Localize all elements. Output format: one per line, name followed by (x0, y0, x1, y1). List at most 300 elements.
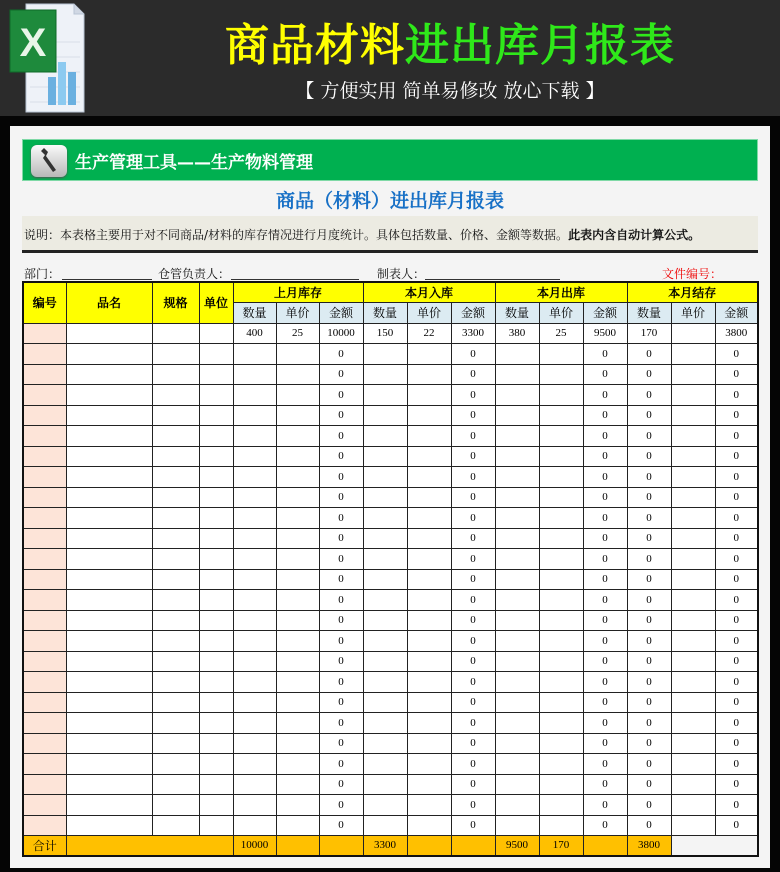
table-cell[interactable] (407, 733, 451, 754)
table-cell[interactable]: 0 (319, 569, 363, 590)
table-cell[interactable] (152, 733, 199, 754)
table-cell[interactable] (363, 385, 407, 406)
table-cell[interactable]: 0 (319, 774, 363, 795)
table-cell[interactable]: 0 (715, 467, 758, 488)
table-cell[interactable]: 0 (451, 795, 495, 816)
table-cell[interactable] (363, 754, 407, 775)
table-cell[interactable] (233, 549, 276, 570)
table-cell[interactable]: 0 (627, 364, 671, 385)
table-cell[interactable] (199, 528, 233, 549)
table-cell[interactable] (495, 590, 539, 611)
table-cell[interactable] (276, 405, 319, 426)
table-cell[interactable]: 0 (451, 405, 495, 426)
table-cell[interactable] (23, 713, 66, 734)
table-cell[interactable]: 0 (583, 426, 627, 447)
table-cell[interactable]: 0 (715, 426, 758, 447)
table-cell[interactable] (407, 631, 451, 652)
table-cell[interactable] (407, 344, 451, 365)
table-cell[interactable] (276, 795, 319, 816)
table-cell[interactable] (363, 631, 407, 652)
table-cell[interactable] (152, 692, 199, 713)
table-cell[interactable]: 0 (583, 692, 627, 713)
table-cell[interactable]: 0 (319, 631, 363, 652)
table-cell[interactable]: 9500 (583, 323, 627, 344)
table-cell[interactable]: 0 (627, 385, 671, 406)
table-cell[interactable]: 0 (451, 754, 495, 775)
table-cell[interactable]: 0 (319, 815, 363, 836)
table-cell[interactable] (539, 713, 583, 734)
table-cell[interactable]: 0 (319, 672, 363, 693)
table-cell[interactable] (23, 528, 66, 549)
table-cell[interactable] (276, 487, 319, 508)
table-cell[interactable] (23, 733, 66, 754)
table-cell[interactable] (671, 610, 715, 631)
table-cell[interactable] (23, 631, 66, 652)
table-cell[interactable] (233, 672, 276, 693)
table-cell[interactable]: 0 (451, 426, 495, 447)
table-cell[interactable] (495, 692, 539, 713)
table-cell[interactable] (671, 631, 715, 652)
table-cell[interactable] (199, 508, 233, 529)
table-cell[interactable]: 0 (627, 549, 671, 570)
table-cell[interactable] (199, 426, 233, 447)
table-cell[interactable] (407, 815, 451, 836)
table-cell[interactable]: 0 (451, 590, 495, 611)
table-cell[interactable]: 0 (715, 446, 758, 467)
table-cell[interactable]: 0 (715, 795, 758, 816)
table-cell[interactable] (276, 774, 319, 795)
table-cell[interactable]: 0 (715, 508, 758, 529)
table-cell[interactable] (276, 569, 319, 590)
table-cell[interactable] (539, 590, 583, 611)
table-cell[interactable]: 0 (627, 487, 671, 508)
table-cell[interactable] (671, 774, 715, 795)
table-cell[interactable]: 0 (583, 364, 627, 385)
table-cell[interactable] (363, 713, 407, 734)
table-cell[interactable] (66, 364, 152, 385)
table-cell[interactable] (276, 549, 319, 570)
table-cell[interactable] (407, 692, 451, 713)
table-cell[interactable]: 0 (319, 508, 363, 529)
table-cell[interactable] (407, 528, 451, 549)
table-cell[interactable] (23, 426, 66, 447)
keeper-field[interactable] (231, 279, 359, 280)
table-cell[interactable]: 0 (715, 344, 758, 365)
table-cell[interactable] (495, 508, 539, 529)
table-cell[interactable] (199, 774, 233, 795)
table-cell[interactable] (407, 672, 451, 693)
table-cell[interactable] (495, 631, 539, 652)
table-cell[interactable] (363, 405, 407, 426)
table-cell[interactable]: 0 (627, 754, 671, 775)
table-cell[interactable] (671, 487, 715, 508)
table-cell[interactable] (199, 631, 233, 652)
table-cell[interactable] (66, 385, 152, 406)
table-cell[interactable] (671, 344, 715, 365)
table-cell[interactable]: 0 (715, 590, 758, 611)
table-cell[interactable]: 0 (583, 446, 627, 467)
table-cell[interactable] (363, 508, 407, 529)
table-cell[interactable] (66, 323, 152, 344)
table-cell[interactable] (276, 651, 319, 672)
table-cell[interactable]: 0 (451, 692, 495, 713)
table-cell[interactable]: 0 (715, 754, 758, 775)
table-cell[interactable] (407, 364, 451, 385)
table-cell[interactable]: 0 (715, 405, 758, 426)
table-cell[interactable]: 0 (627, 467, 671, 488)
table-cell[interactable] (363, 467, 407, 488)
table-cell[interactable] (671, 467, 715, 488)
table-cell[interactable] (539, 405, 583, 426)
table-cell[interactable]: 0 (451, 487, 495, 508)
table-cell[interactable] (539, 774, 583, 795)
table-cell[interactable] (66, 549, 152, 570)
table-cell[interactable]: 0 (583, 754, 627, 775)
table-cell[interactable] (671, 692, 715, 713)
table-cell[interactable] (276, 344, 319, 365)
table-cell[interactable] (233, 364, 276, 385)
table-cell[interactable]: 0 (715, 610, 758, 631)
table-cell[interactable] (363, 610, 407, 631)
table-cell[interactable]: 0 (627, 733, 671, 754)
table-cell[interactable]: 0 (319, 590, 363, 611)
table-cell[interactable] (23, 364, 66, 385)
table-cell[interactable] (23, 672, 66, 693)
table-cell[interactable] (539, 549, 583, 570)
table-cell[interactable] (671, 713, 715, 734)
table-cell[interactable] (495, 610, 539, 631)
table-cell[interactable] (199, 549, 233, 570)
table-cell[interactable] (363, 815, 407, 836)
table-cell[interactable] (407, 590, 451, 611)
table-cell[interactable]: 0 (627, 713, 671, 734)
table-cell[interactable] (152, 323, 199, 344)
table-cell[interactable] (152, 672, 199, 693)
table-cell[interactable] (233, 508, 276, 529)
table-cell[interactable] (233, 487, 276, 508)
table-cell[interactable] (233, 569, 276, 590)
table-cell[interactable] (152, 508, 199, 529)
table-cell[interactable] (233, 610, 276, 631)
table-cell[interactable] (23, 754, 66, 775)
table-cell[interactable] (66, 631, 152, 652)
table-cell[interactable]: 0 (715, 815, 758, 836)
table-cell[interactable] (199, 590, 233, 611)
table-cell[interactable]: 0 (319, 692, 363, 713)
table-cell[interactable]: 0 (583, 795, 627, 816)
table-cell[interactable] (23, 344, 66, 365)
table-cell[interactable] (66, 446, 152, 467)
table-cell[interactable] (199, 815, 233, 836)
table-cell[interactable] (407, 713, 451, 734)
table-cell[interactable] (539, 487, 583, 508)
table-cell[interactable] (495, 426, 539, 447)
table-cell[interactable]: 0 (583, 733, 627, 754)
table-cell[interactable] (66, 733, 152, 754)
table-cell[interactable] (66, 528, 152, 549)
table-cell[interactable] (23, 487, 66, 508)
table-cell[interactable]: 0 (583, 385, 627, 406)
table-cell[interactable] (152, 610, 199, 631)
table-cell[interactable] (199, 713, 233, 734)
table-cell[interactable] (66, 426, 152, 447)
table-cell[interactable] (671, 569, 715, 590)
table-cell[interactable]: 0 (715, 549, 758, 570)
table-cell[interactable]: 0 (451, 569, 495, 590)
table-cell[interactable] (495, 815, 539, 836)
table-cell[interactable] (152, 774, 199, 795)
table-cell[interactable]: 0 (715, 385, 758, 406)
table-cell[interactable]: 0 (627, 672, 671, 693)
table-cell[interactable]: 0 (583, 344, 627, 365)
table-cell[interactable] (152, 528, 199, 549)
table-cell[interactable] (407, 610, 451, 631)
table-cell[interactable] (23, 508, 66, 529)
table-cell[interactable]: 0 (319, 487, 363, 508)
table-cell[interactable] (495, 528, 539, 549)
table-cell[interactable] (152, 549, 199, 570)
table-cell[interactable] (363, 364, 407, 385)
table-cell[interactable] (276, 610, 319, 631)
table-cell[interactable] (152, 713, 199, 734)
table-cell[interactable]: 0 (627, 774, 671, 795)
table-cell[interactable] (23, 815, 66, 836)
table-cell[interactable] (23, 569, 66, 590)
table-cell[interactable]: 0 (451, 446, 495, 467)
table-cell[interactable]: 0 (627, 610, 671, 631)
table-cell[interactable] (276, 815, 319, 836)
table-cell[interactable] (671, 815, 715, 836)
table-cell[interactable]: 0 (583, 815, 627, 836)
table-cell[interactable] (276, 385, 319, 406)
table-cell[interactable]: 0 (319, 754, 363, 775)
table-cell[interactable]: 0 (451, 508, 495, 529)
table-cell[interactable]: 0 (627, 692, 671, 713)
table-cell[interactable] (539, 528, 583, 549)
table-cell[interactable] (671, 795, 715, 816)
table-cell[interactable] (407, 508, 451, 529)
table-cell[interactable] (539, 508, 583, 529)
table-cell[interactable]: 0 (715, 569, 758, 590)
table-cell[interactable]: 0 (715, 733, 758, 754)
table-cell[interactable]: 0 (715, 713, 758, 734)
table-cell[interactable] (539, 467, 583, 488)
table-cell[interactable] (495, 795, 539, 816)
table-cell[interactable] (152, 364, 199, 385)
table-cell[interactable] (23, 774, 66, 795)
table-cell[interactable] (276, 733, 319, 754)
table-cell[interactable]: 0 (583, 590, 627, 611)
table-cell[interactable] (66, 795, 152, 816)
table-cell[interactable] (495, 467, 539, 488)
table-cell[interactable] (66, 610, 152, 631)
table-cell[interactable] (539, 569, 583, 590)
table-cell[interactable] (23, 795, 66, 816)
table-cell[interactable] (199, 672, 233, 693)
table-cell[interactable] (495, 385, 539, 406)
table-cell[interactable] (66, 487, 152, 508)
table-cell[interactable] (152, 569, 199, 590)
table-cell[interactable] (199, 344, 233, 365)
table-cell[interactable] (276, 467, 319, 488)
table-cell[interactable] (276, 692, 319, 713)
table-cell[interactable]: 0 (583, 774, 627, 795)
table-cell[interactable]: 0 (451, 651, 495, 672)
table-cell[interactable]: 0 (319, 446, 363, 467)
table-cell[interactable]: 0 (627, 344, 671, 365)
table-cell[interactable] (66, 344, 152, 365)
table-cell[interactable]: 0 (451, 344, 495, 365)
table-cell[interactable] (671, 590, 715, 611)
table-cell[interactable] (23, 323, 66, 344)
table-cell[interactable]: 0 (319, 385, 363, 406)
table-cell[interactable]: 0 (627, 446, 671, 467)
table-cell[interactable]: 170 (627, 323, 671, 344)
table-cell[interactable] (671, 364, 715, 385)
table-cell[interactable]: 0 (715, 631, 758, 652)
table-cell[interactable]: 0 (715, 672, 758, 693)
table-cell[interactable] (152, 467, 199, 488)
table-cell[interactable] (152, 487, 199, 508)
table-cell[interactable] (495, 364, 539, 385)
table-cell[interactable] (495, 569, 539, 590)
table-cell[interactable] (152, 405, 199, 426)
table-cell[interactable] (495, 713, 539, 734)
table-cell[interactable] (152, 795, 199, 816)
table-cell[interactable] (233, 385, 276, 406)
table-cell[interactable] (363, 549, 407, 570)
table-cell[interactable] (495, 774, 539, 795)
table-cell[interactable] (363, 528, 407, 549)
table-cell[interactable] (276, 631, 319, 652)
table-cell[interactable] (233, 631, 276, 652)
table-cell[interactable]: 380 (495, 323, 539, 344)
table-cell[interactable] (495, 487, 539, 508)
table-cell[interactable] (66, 508, 152, 529)
table-cell[interactable] (66, 713, 152, 734)
table-cell[interactable] (539, 692, 583, 713)
table-cell[interactable] (66, 815, 152, 836)
table-cell[interactable]: 0 (451, 528, 495, 549)
table-cell[interactable]: 0 (627, 590, 671, 611)
table-cell[interactable]: 0 (627, 795, 671, 816)
table-cell[interactable]: 0 (583, 508, 627, 529)
table-cell[interactable] (407, 754, 451, 775)
table-cell[interactable] (233, 651, 276, 672)
table-cell[interactable] (539, 733, 583, 754)
table-cell[interactable] (539, 631, 583, 652)
table-cell[interactable]: 0 (451, 549, 495, 570)
table-cell[interactable] (66, 774, 152, 795)
table-cell[interactable]: 0 (627, 528, 671, 549)
table-cell[interactable]: 0 (319, 405, 363, 426)
table-cell[interactable] (152, 344, 199, 365)
table-cell[interactable]: 0 (583, 405, 627, 426)
table-cell[interactable] (233, 405, 276, 426)
table-cell[interactable] (363, 426, 407, 447)
table-cell[interactable]: 0 (319, 733, 363, 754)
table-cell[interactable]: 0 (451, 774, 495, 795)
table-cell[interactable] (276, 446, 319, 467)
table-cell[interactable]: 0 (451, 364, 495, 385)
table-cell[interactable] (199, 733, 233, 754)
table-cell[interactable] (233, 815, 276, 836)
table-cell[interactable]: 0 (319, 795, 363, 816)
table-cell[interactable]: 0 (583, 713, 627, 734)
table-cell[interactable] (671, 405, 715, 426)
table-cell[interactable] (199, 651, 233, 672)
table-cell[interactable]: 0 (319, 713, 363, 734)
table-cell[interactable] (199, 692, 233, 713)
table-cell[interactable] (363, 344, 407, 365)
table-cell[interactable]: 0 (319, 610, 363, 631)
table-cell[interactable]: 0 (451, 467, 495, 488)
table-cell[interactable] (199, 364, 233, 385)
table-cell[interactable] (363, 487, 407, 508)
table-cell[interactable] (233, 713, 276, 734)
table-cell[interactable] (233, 528, 276, 549)
table-cell[interactable] (276, 528, 319, 549)
table-cell[interactable] (233, 426, 276, 447)
table-cell[interactable] (199, 323, 233, 344)
table-cell[interactable] (363, 692, 407, 713)
table-cell[interactable]: 25 (539, 323, 583, 344)
table-cell[interactable] (276, 364, 319, 385)
table-cell[interactable] (539, 610, 583, 631)
table-cell[interactable]: 0 (583, 672, 627, 693)
table-cell[interactable] (152, 815, 199, 836)
table-cell[interactable]: 0 (627, 569, 671, 590)
table-cell[interactable] (407, 549, 451, 570)
table-cell[interactable] (495, 446, 539, 467)
table-cell[interactable]: 0 (583, 569, 627, 590)
table-cell[interactable] (152, 426, 199, 447)
table-cell[interactable] (66, 692, 152, 713)
table-cell[interactable]: 0 (715, 487, 758, 508)
table-cell[interactable] (233, 344, 276, 365)
table-cell[interactable]: 0 (451, 385, 495, 406)
table-cell[interactable] (199, 754, 233, 775)
table-cell[interactable] (671, 528, 715, 549)
table-cell[interactable] (152, 631, 199, 652)
table-cell[interactable]: 150 (363, 323, 407, 344)
table-cell[interactable] (199, 385, 233, 406)
table-cell[interactable]: 0 (319, 651, 363, 672)
table-cell[interactable] (407, 795, 451, 816)
table-cell[interactable] (66, 467, 152, 488)
table-cell[interactable]: 400 (233, 323, 276, 344)
table-cell[interactable] (23, 385, 66, 406)
table-cell[interactable] (276, 508, 319, 529)
table-cell[interactable] (23, 590, 66, 611)
table-cell[interactable] (152, 651, 199, 672)
table-cell[interactable] (23, 651, 66, 672)
maker-field[interactable] (425, 279, 560, 280)
table-cell[interactable]: 0 (451, 713, 495, 734)
table-cell[interactable] (671, 651, 715, 672)
table-cell[interactable] (363, 446, 407, 467)
table-cell[interactable]: 0 (583, 631, 627, 652)
table-cell[interactable] (539, 815, 583, 836)
table-cell[interactable] (66, 569, 152, 590)
table-cell[interactable] (23, 692, 66, 713)
table-cell[interactable]: 0 (715, 774, 758, 795)
table-cell[interactable] (233, 795, 276, 816)
table-cell[interactable] (539, 364, 583, 385)
table-cell[interactable] (495, 733, 539, 754)
table-cell[interactable] (23, 446, 66, 467)
table-cell[interactable] (199, 795, 233, 816)
